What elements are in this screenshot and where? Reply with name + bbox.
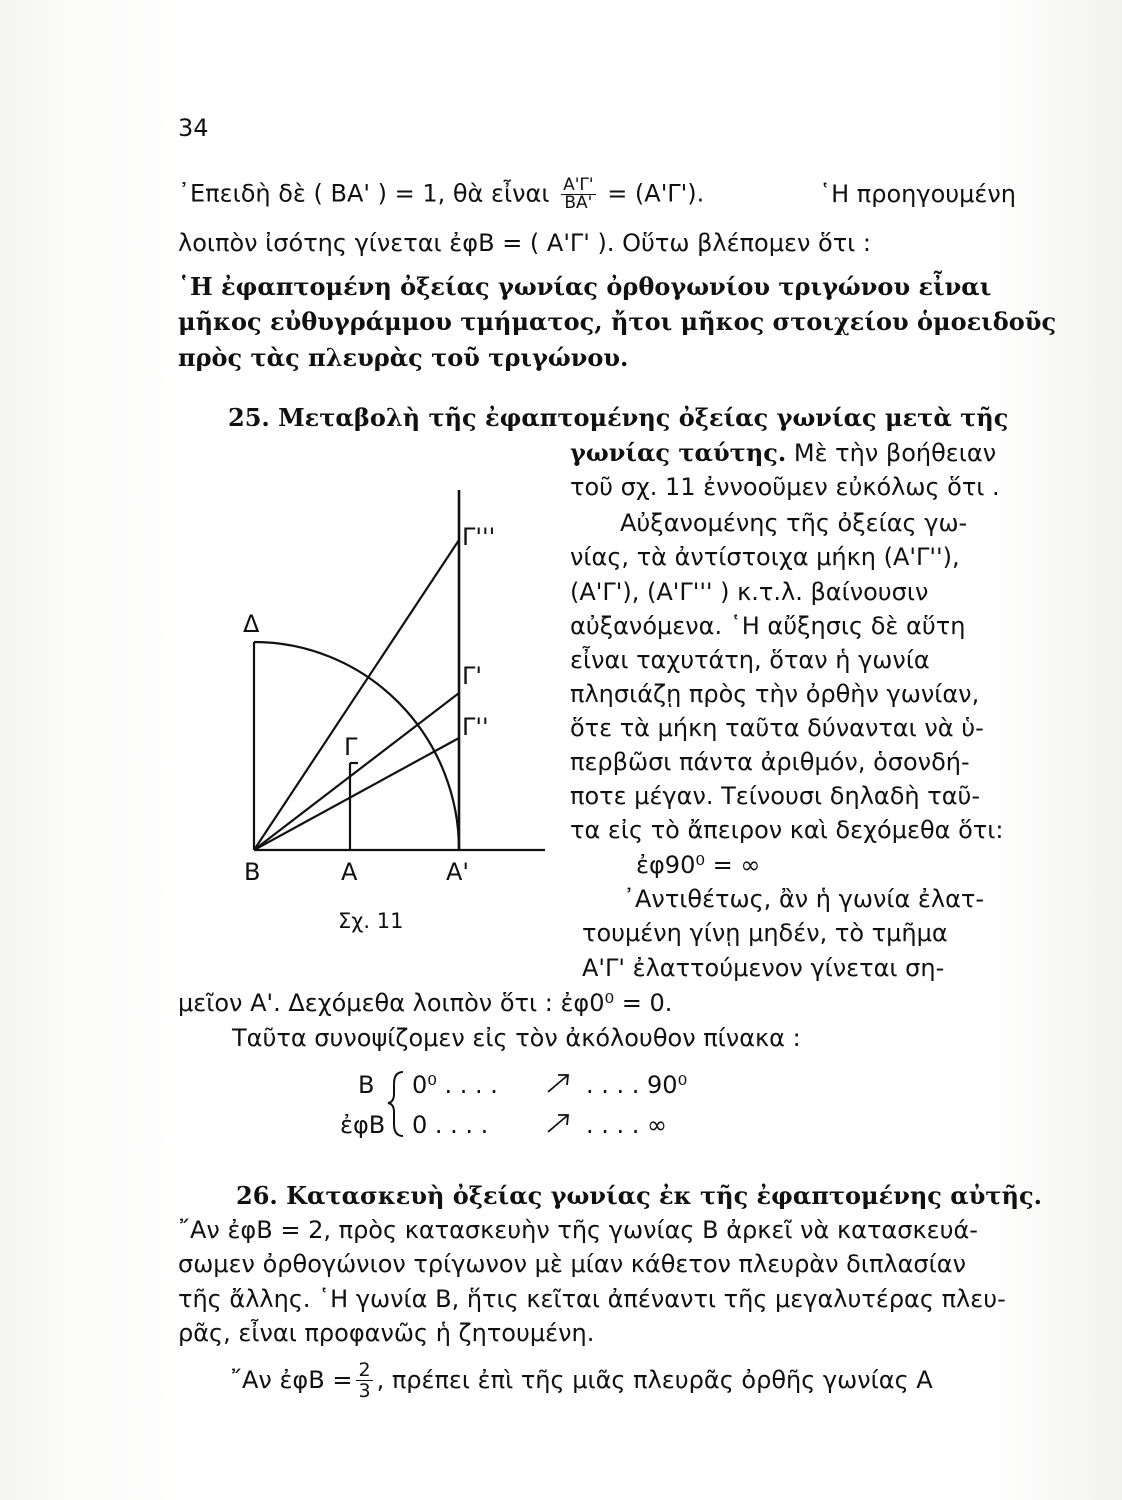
s26-line: ρᾶς, εἶναι προφανῶς ἡ ζητουμένη. — [178, 1319, 595, 1347]
s25-line-full-1: μεῖον Α'. Δεχόμεθα λοιπὸν ὅτι : ἐφ0⁰ = 0. — [178, 989, 673, 1017]
s25-line: εἶναι ταχυτάτη, ὅταν ἡ γωνία — [570, 646, 930, 674]
intro-text-c: ῾Η προηγουμένη — [819, 180, 1016, 208]
table-row-1-end: . . . . 90⁰ — [586, 1071, 688, 1099]
theorem-line-1: ῾Η ἐφαπτομένη ὀξείας γωνίας ὀρθογωνίου τριγώνου εἶναι — [178, 272, 992, 301]
table-row-2-label: ἐφΒ — [340, 1111, 386, 1139]
label-delta: Δ — [243, 610, 260, 638]
label-G-dprime: Γ'' — [462, 713, 489, 741]
s26-last-line — [230, 1356, 933, 1404]
s25-line: τοῦ σχ. 11 ἐννοοῦμεν εὐκόλως ὅτι . — [570, 473, 1000, 501]
s25-line: πλησιάζῃ πρὸς τὴν ὀρθὴν γωνίαν, — [570, 680, 980, 708]
ray-B-G3 — [254, 540, 459, 850]
label-B: Β — [244, 858, 261, 886]
page-number: 34 — [178, 114, 209, 142]
label-A: Α — [341, 858, 358, 886]
table-row-2-end: . . . . ∞ — [586, 1111, 668, 1139]
ray-B-G1 — [254, 693, 459, 850]
table-row-1-start: 0⁰ . . . . — [412, 1071, 498, 1099]
s25-line: τουμένη γίνῃ μηδέν, τὸ τμῆμα — [582, 919, 948, 947]
intro-text-b: = (Α'Γ'). — [607, 179, 705, 207]
s25-line: Α'Γ' ἐλαττούμενον γίνεται ση- — [582, 954, 945, 982]
label-G-prime: Γ' — [462, 662, 482, 690]
formula-tan90: ἐφ90⁰ = ∞ — [636, 851, 761, 879]
s25-line: ᾿Αντιθέτως, ἂν ἡ γωνία ἐλατ- — [623, 885, 985, 913]
arrow-head-2 — [558, 1115, 568, 1125]
s25-line: νίας, τὰ ἀντίστοιχα μήκη (Α'Γ''), — [570, 543, 960, 571]
section-25-heading-rest: Μὲ τὴν βοήθειαν — [793, 439, 997, 467]
theorem-line-3: πρὸς τὰς πλευρὰς τοῦ τριγώνου. — [178, 343, 629, 372]
label-G-tprime: Γ''' — [462, 523, 496, 551]
figure-caption: Σχ. 11 — [338, 909, 404, 933]
intro-line-1 — [178, 172, 1016, 216]
table-row-1-label: Β — [358, 1071, 375, 1099]
s26-last-a: ῎Αν ἐφΒ = — [230, 1366, 353, 1394]
table-row-2-start: 0 . . . . — [412, 1111, 489, 1139]
s26-line: σωμεν ὀρθογώνιον τρίγωνον μὲ μίαν κάθετον πλευρὰν διπλασίαν — [178, 1250, 966, 1278]
s25-line: ποτε μέγαν. Τείνουσι δηλαδὴ ταῦ- — [570, 782, 981, 810]
s25-line: (Α'Γ'), (Α'Γ''' ) κ.τ.λ. βαίνουσιν — [570, 578, 929, 606]
section-25-heading-bold: γωνίας ταύτης. — [570, 438, 787, 467]
brace-shape — [388, 1072, 403, 1136]
label-A-prime: Α' — [446, 858, 470, 886]
s25-line: ὅτε τὰ μήκη ταῦτα δύνανται νὰ ὑ- — [570, 714, 984, 742]
section-25-heading-line-2 — [570, 438, 996, 468]
section-26-heading: 26. Κατασκευὴ ὀξείας γωνίας ἐκ τῆς ἐφαπτομένης αὐτῆς. — [236, 1181, 1042, 1210]
intro-text-a: ᾿Επειδὴ δὲ ( ΒΑ' ) = 1, θὰ εἶναι — [178, 179, 550, 207]
label-G: Γ — [344, 733, 358, 761]
s25-line-full-2: Ταῦτα συνοψίζομεν εἰς τὸν ἀκόλουθον πίνακα : — [232, 1024, 801, 1052]
s25-line: αὐξανόμενα. ῾Η αὔξησις δὲ αὕτη — [570, 612, 966, 640]
s25-line: Αὐξανομένης τῆς ὀξείας γω- — [620, 509, 968, 537]
section-25-heading: 25. Μεταβολὴ τῆς ἐφαπτομένης ὀξείας γωνίας μετὰ τῆς — [228, 403, 1009, 432]
fraction-2-3: $\frac{2}{3}$ — [358, 1358, 371, 1402]
fraction-AG-BA: $\frac{A'\Gamma'}{BA'}$ — [563, 174, 594, 213]
arrow-up-2 — [548, 1115, 568, 1132]
s26-line: τῆς ἄλλης. ῾Η γωνία Β, ἥτις κεῖται ἀπέναντι τῆς μεγαλυτέρας πλευ- — [178, 1285, 1006, 1313]
s26-last-b: , πρέπει ἐπὶ τῆς μιᾶς πλευρᾶς ὀρθῆς γωνίας Α — [376, 1366, 933, 1394]
theorem-line-2: μῆκος εὐθυγράμμου τμήματος, ἤτοι μῆκος στοιχείου ὁμοειδοῦς — [178, 307, 1057, 336]
arrow-up-1 — [548, 1075, 568, 1092]
s25-line: τα εἰς τὸ ἄπειρον καὶ δεχόμεθα ὅτι: — [570, 816, 1004, 844]
intro-line-2: λοιπὸν ἰσότης γίνεται ἐφΒ = ( Α'Γ' ). Οὕτω βλέπομεν ὅτι : — [178, 229, 871, 257]
s26-line: ῎Αν ἐφΒ = 2, πρὸς κατασκευὴν τῆς γωνίας Β ἀρκεῖ νὰ κατασκευά- — [178, 1216, 978, 1244]
arrow-head-1 — [558, 1075, 568, 1085]
s25-line: περβῶσι πάντα ἀριθμόν, ὁσονδή- — [570, 748, 970, 776]
